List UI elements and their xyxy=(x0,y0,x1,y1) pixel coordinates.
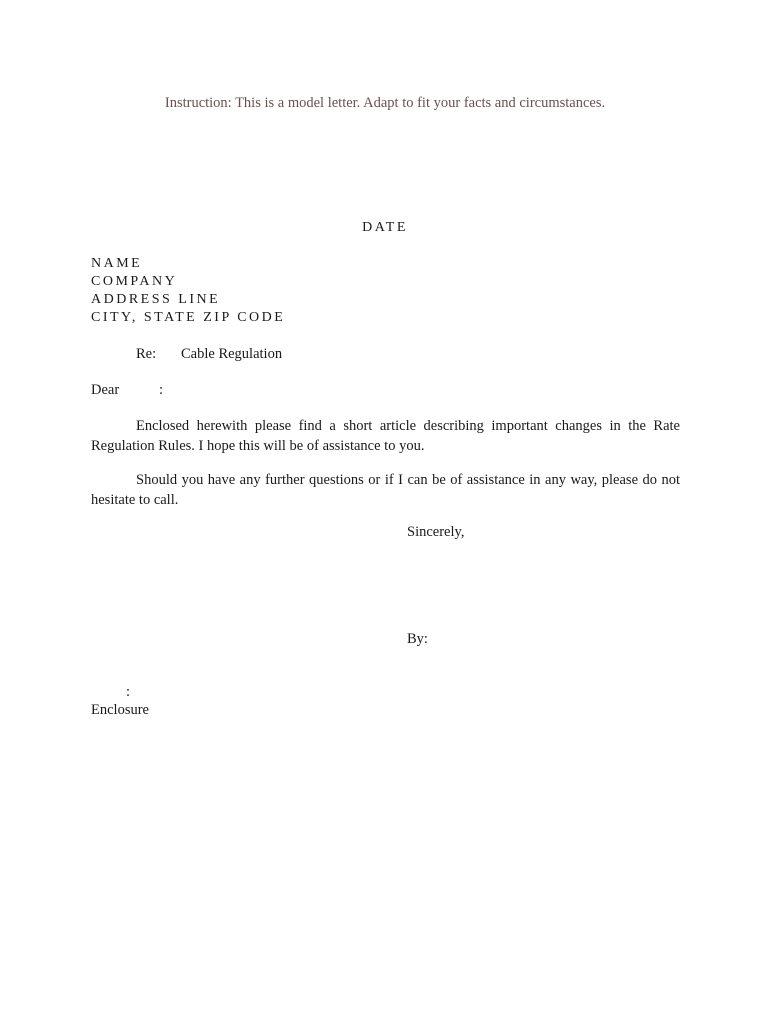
recipient-city-state-zip: CITY, STATE ZIP CODE xyxy=(91,310,286,325)
salutation-colon: : xyxy=(159,382,164,398)
enclosure-note: Enclosure xyxy=(91,702,149,718)
re-label: Re: xyxy=(136,346,157,362)
instruction-note: Instruction: This is a model letter. Adapt to fit your facts and circumstances. xyxy=(164,95,606,111)
letter-date: DATE xyxy=(362,220,408,235)
paragraph-line: hesitate to call. xyxy=(91,492,179,508)
re-subject: Cable Regulation xyxy=(181,346,283,362)
recipient-address-line: ADDRESS LINE xyxy=(91,292,221,307)
paragraph-enclosed xyxy=(91,416,680,456)
paragraph-questions xyxy=(91,470,680,510)
recipient-company: COMPANY xyxy=(91,274,178,289)
closing: Sincerely, xyxy=(407,524,465,540)
recipient-name: NAME xyxy=(91,256,143,271)
initials-colon: : xyxy=(126,684,131,700)
salutation-word: Dear xyxy=(91,382,120,398)
paragraph-line: Should you have any further questions or if I can be of assistance in any way, please do not xyxy=(136,472,680,488)
paragraph-line: Enclosed herewith please find a short article describing important changes in the Rate xyxy=(136,418,680,434)
by-label: By: xyxy=(407,631,428,647)
paragraph-line: Regulation Rules. I hope this will be of assistance to you. xyxy=(91,438,425,454)
